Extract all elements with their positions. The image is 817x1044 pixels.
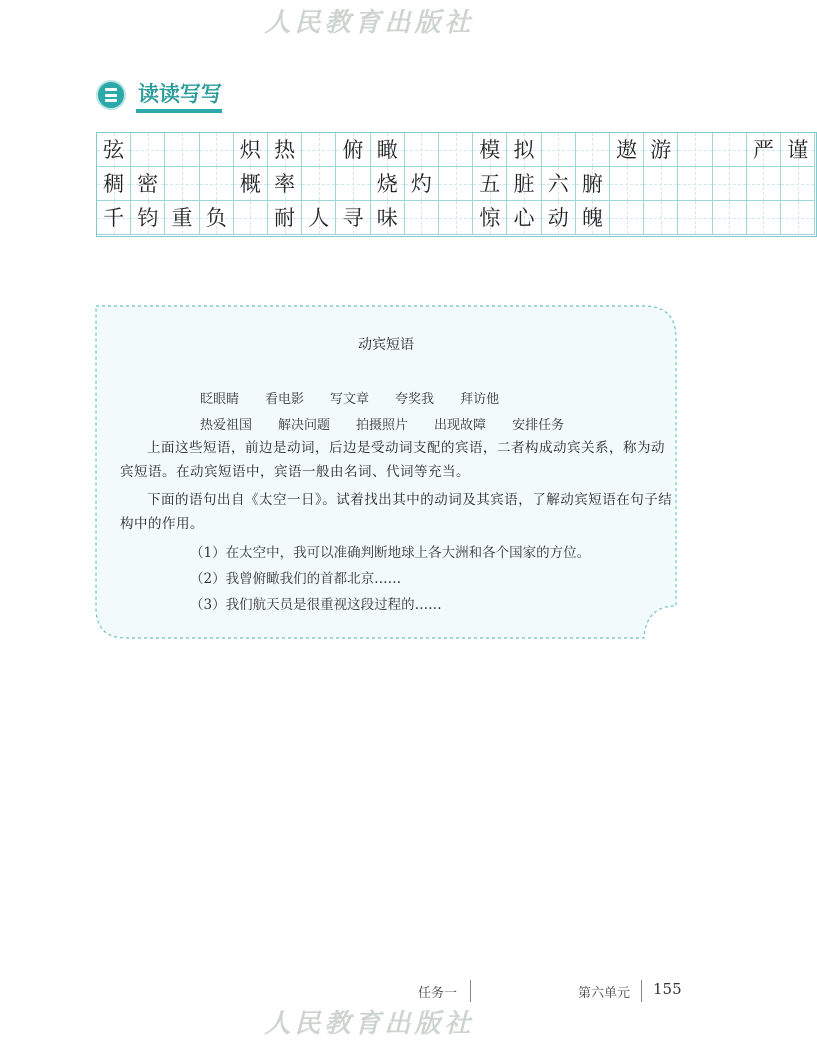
vocab-cell bbox=[713, 167, 747, 201]
vocab-cell bbox=[97, 133, 131, 167]
vocab-char: 瞰 bbox=[376, 138, 398, 162]
example-2: （2）我曾俯瞰我们的首都北京…… bbox=[190, 571, 402, 587]
vocab-cell bbox=[576, 201, 610, 235]
vocab-cell bbox=[507, 167, 541, 201]
vocab-char: 耐 bbox=[274, 206, 296, 230]
vocab-cell bbox=[610, 201, 644, 235]
vocab-char: 严 bbox=[752, 138, 774, 162]
vocab-char: 率 bbox=[274, 172, 296, 196]
vocab-cell bbox=[200, 167, 234, 201]
vocab-char: 六 bbox=[547, 172, 569, 196]
vocab-char: 寻 bbox=[342, 206, 364, 230]
phrase-row-2 bbox=[200, 414, 590, 433]
vocab-cell bbox=[234, 201, 268, 235]
vocab-char: 千 bbox=[103, 206, 125, 230]
vocab-cell bbox=[781, 133, 815, 167]
vocab-cell bbox=[747, 133, 781, 167]
vocab-char: 遨 bbox=[616, 138, 638, 162]
vocab-char: 脏 bbox=[513, 172, 535, 196]
vocab-char: 稠 bbox=[103, 172, 125, 196]
vocab-char: 密 bbox=[137, 172, 159, 196]
vocab-char: 重 bbox=[171, 206, 193, 230]
phrase: 安排任务 bbox=[512, 418, 565, 433]
vocab-cell bbox=[336, 167, 370, 201]
vocab-cell bbox=[644, 133, 678, 167]
vocab-char: 谨 bbox=[787, 138, 809, 162]
phrase: 出现故障 bbox=[434, 418, 487, 433]
vocab-cell bbox=[439, 201, 473, 235]
vocab-cell bbox=[576, 167, 610, 201]
three-lines-icon bbox=[96, 80, 126, 110]
paragraph-2: 下面的语句出自《太空一日》。试着找出其中的动词及其宾语，了解动宾短语在句子结构中的作用。 bbox=[120, 492, 673, 532]
vocab-cell bbox=[131, 167, 165, 201]
vocab-cell bbox=[610, 133, 644, 167]
vocab-cell bbox=[200, 133, 234, 167]
vocab-cell bbox=[405, 133, 439, 167]
vocab-cell bbox=[542, 201, 576, 235]
vocab-char: 心 bbox=[513, 206, 535, 230]
vocab-cell bbox=[644, 167, 678, 201]
vocab-char: 腑 bbox=[581, 172, 603, 196]
phrase: 写文章 bbox=[330, 392, 370, 407]
vocab-cell bbox=[507, 201, 541, 235]
vocab-cell bbox=[336, 201, 370, 235]
phrase: 拍摄照片 bbox=[356, 418, 409, 433]
vocab-char: 炽 bbox=[239, 138, 261, 162]
vocab-cell bbox=[644, 201, 678, 235]
vocab-cell bbox=[336, 133, 370, 167]
grammar-box-title: 动宾短语 bbox=[358, 337, 414, 353]
publisher-watermark-bottom: 人民教育出版社 bbox=[264, 1009, 475, 1039]
phrase: 解决问题 bbox=[278, 418, 331, 433]
vocab-cell bbox=[542, 133, 576, 167]
vocab-cell bbox=[405, 201, 439, 235]
vocab-cell bbox=[678, 133, 712, 167]
vocab-char: 弦 bbox=[103, 138, 125, 162]
vocab-cell bbox=[234, 133, 268, 167]
vocab-cell bbox=[439, 167, 473, 201]
vocab-cell bbox=[473, 167, 507, 201]
vocab-cell bbox=[371, 167, 405, 201]
vocab-cell bbox=[268, 167, 302, 201]
vocab-cell bbox=[302, 167, 336, 201]
vocab-cell bbox=[200, 201, 234, 235]
vocab-cell bbox=[713, 133, 747, 167]
phrase: 夸奖我 bbox=[395, 392, 435, 407]
vocabulary-grid bbox=[96, 132, 817, 237]
vocab-cell bbox=[131, 133, 165, 167]
vocab-cell bbox=[747, 167, 781, 201]
vocab-char: 魄 bbox=[581, 206, 603, 230]
page-number: 155 bbox=[653, 980, 682, 998]
vocab-cell bbox=[713, 201, 747, 235]
footer-divider bbox=[641, 980, 642, 1002]
vocab-char: 游 bbox=[650, 138, 672, 162]
vocab-cell bbox=[747, 201, 781, 235]
vocab-char: 俯 bbox=[342, 138, 364, 162]
example-1: （1）在太空中，我可以准确判断地球上各大洲和各个国家的方位。 bbox=[190, 545, 591, 561]
vocab-char: 钧 bbox=[137, 206, 159, 230]
vocab-cell bbox=[165, 167, 199, 201]
footer-unit: 第六单元 bbox=[578, 986, 631, 1001]
vocab-char: 热 bbox=[274, 138, 296, 162]
vocab-cell bbox=[781, 167, 815, 201]
vocab-cell bbox=[268, 201, 302, 235]
vocab-cell bbox=[97, 201, 131, 235]
vocab-char: 烧 bbox=[376, 172, 398, 196]
grammar-box bbox=[96, 306, 676, 638]
vocab-cell bbox=[439, 133, 473, 167]
vocab-cell bbox=[542, 167, 576, 201]
vocab-char: 负 bbox=[205, 206, 227, 230]
vocab-cell bbox=[165, 201, 199, 235]
vocab-cell bbox=[302, 201, 336, 235]
vocab-cell bbox=[576, 133, 610, 167]
vocab-cell bbox=[610, 167, 644, 201]
paragraph-1: 上面这些短语，前边是动词，后边是受动词支配的宾语，二者构成动宾关系，称为动宾短语。在动宾短语中，宾语一般由名词、代词等充当。 bbox=[120, 440, 665, 480]
vocab-char: 拟 bbox=[513, 138, 535, 162]
vocab-char: 惊 bbox=[479, 206, 501, 230]
footer-divider bbox=[470, 980, 471, 1002]
vocab-cell bbox=[473, 201, 507, 235]
phrase-row-1 bbox=[200, 388, 525, 407]
vocab-cell bbox=[405, 167, 439, 201]
section-title-underline bbox=[136, 109, 222, 113]
vocab-cell bbox=[165, 133, 199, 167]
phrase: 眨眼睛 bbox=[200, 392, 240, 407]
vocab-cell bbox=[507, 133, 541, 167]
publisher-watermark-top: 人民教育出版社 bbox=[264, 8, 475, 38]
phrase: 看电影 bbox=[265, 392, 305, 407]
vocab-char: 味 bbox=[376, 206, 398, 230]
vocab-char: 灼 bbox=[410, 172, 432, 196]
vocab-cell bbox=[268, 133, 302, 167]
vocab-cell bbox=[234, 167, 268, 201]
vocab-cell bbox=[302, 133, 336, 167]
vocab-char: 模 bbox=[479, 138, 501, 162]
vocab-cell bbox=[678, 167, 712, 201]
vocab-cell bbox=[371, 201, 405, 235]
footer-task: 任务一 bbox=[418, 986, 458, 1001]
vocab-cell bbox=[97, 167, 131, 201]
section-title: 读读写写 bbox=[138, 82, 222, 106]
vocab-cell bbox=[781, 201, 815, 235]
example-3: （3）我们航天员是很重视这段过程的…… bbox=[190, 597, 442, 613]
vocab-cell bbox=[131, 201, 165, 235]
vocab-char: 五 bbox=[479, 172, 501, 196]
vocab-cell bbox=[678, 201, 712, 235]
vocab-cell bbox=[473, 133, 507, 167]
phrase: 拜访他 bbox=[460, 392, 500, 407]
phrase: 热爱祖国 bbox=[200, 418, 253, 433]
vocab-char: 动 bbox=[547, 206, 569, 230]
vocab-cell bbox=[371, 133, 405, 167]
vocab-char: 人 bbox=[308, 206, 330, 230]
vocab-char: 概 bbox=[239, 172, 261, 196]
